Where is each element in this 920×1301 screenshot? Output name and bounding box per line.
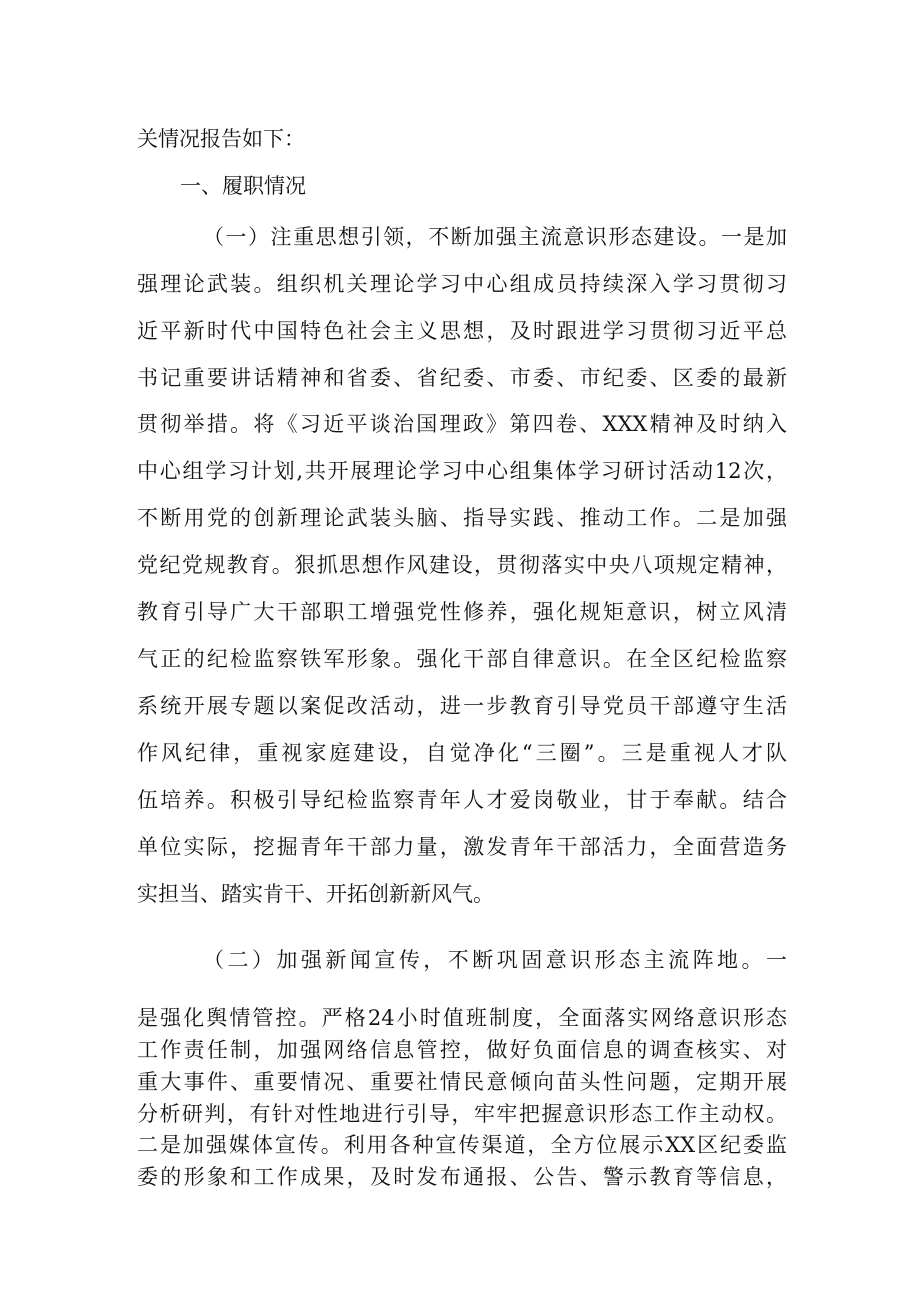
text-line: 工作责任制，加强网络信息管控，做好负面信息的调查核实、对 (137, 1038, 787, 1062)
text-line: 单位实际，挖掘青年干部力量，激发青年干部活力，全面营造务 (137, 835, 787, 859)
text-line: （二）加强新闻宣传，不断巩固意识形态主流阵地。一 (203, 948, 787, 972)
text-line: 实担当、踏实肯干、开拓创新新风气。 (137, 882, 494, 906)
section-heading: 一、履职情况 (180, 174, 306, 198)
text-line: 是强化舆情管控。严格24小时值班制度，全面落实网络意识形态 (137, 1006, 787, 1030)
text-line: 气正的纪检监察铁军形象。强化干部自律意识。在全区纪检监察 (137, 647, 787, 671)
text-line: 中心组学习计划,共开展理论学习中心组集体学习研讨活动12次， (137, 459, 787, 483)
text-line: 伍培养。积极引导纪检监察青年人才爱岗敬业，甘于奉献。结合 (137, 788, 787, 812)
text-line: 教育引导广大干部职工增强党性修养，强化规矩意识，树立风清 (137, 600, 787, 624)
text-line: 不断用党的创新理论武装头脑、指导实践、推动工作。二是加强 (137, 506, 787, 530)
text-line: 强理论武装。组织机关理论学习中心组成员持续深入学习贯彻习 (137, 272, 787, 296)
text-line: 二是加强媒体宣传。利用各种宣传渠道，全方位展示XX区纪委监 (137, 1133, 787, 1157)
text-line: 党纪党规教育。狠抓思想作风建设，贯彻落实中央八项规定精神， (137, 553, 787, 577)
text-line: 重大事件、重要情况、重要社情民意倾向苗头性问题，定期开展 (137, 1070, 787, 1094)
text-line: （一）注重思想引领，不断加强主流意识形态建设。一是加 (203, 225, 787, 249)
text-line: 分析研判，有针对性地进行引导，牢牢把握意识形态工作主动权。 (137, 1102, 787, 1126)
text-line: 委的形象和工作成果，及时发布通报、公告、警示教育等信息， (137, 1165, 787, 1189)
text-line: 书记重要讲话精神和省委、省纪委、市委、市纪委、区委的最新 (137, 366, 787, 390)
text-line: 贯彻举措。将《习近平谈治国理政》第四卷、XXX精神及时纳入 (137, 412, 787, 436)
text-line: 关情况报告如下： (137, 127, 305, 151)
text-line: 作风纪律，重视家庭建设，自觉净化“三圈”。三是重视人才队 (137, 741, 787, 765)
text-line: 系统开展专题以案促改活动，进一步教育引导党员干部遵守生活 (137, 694, 787, 718)
text-line: 近平新时代中国特色社会主义思想，及时跟进学习贯彻习近平总 (137, 319, 787, 343)
